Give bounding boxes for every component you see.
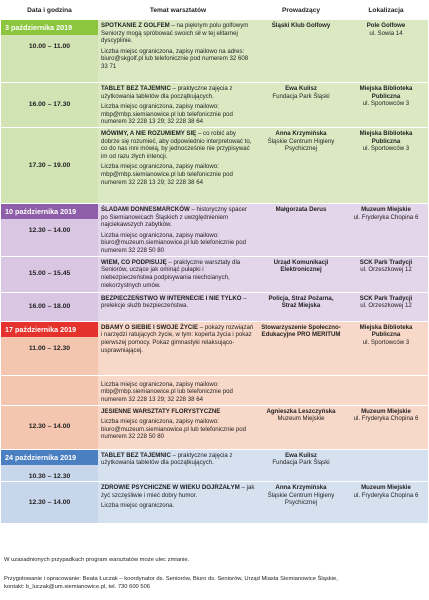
schedule-row [1,405,428,449]
host-organization: Fundacja Park Śląski [272,459,330,467]
workshop-title: ŚLADAMI DONNESMARCKÓW [101,206,190,214]
location-address: ul. Fryderyka Chopina 6 [353,213,419,221]
location-cell [344,321,428,375]
location-cell [344,292,428,321]
registration-info: Liczba miejsc ograniczona. [101,502,175,510]
session-time: 12.30 – 14.00 [28,227,71,235]
host-name: Stowarzyszenie Społeczno-Edukacyjne PRO MERITUM [261,323,341,339]
location-name: SCK Park Tradycji [359,294,413,302]
host-name: Policja, Straż Pożarna, Straż Miejska [268,294,334,310]
session-time: 16.00 – 18.00 [28,302,71,310]
schedule-table [1,1,428,524]
host-cell [258,256,344,292]
session-time: 12.30 – 14.00 [28,498,71,506]
session-time: 17.30 – 19.00 [28,161,71,169]
location-cell [344,482,428,524]
host-name: Agnieszka Leszczyńska [266,407,336,415]
host-cell [258,83,344,128]
location-name: Muzeum Miejskie [361,206,411,214]
host-organization: Śląskie Centrum Higieny Psychicznej [267,137,335,153]
workshop-description: – co robić aby dobrze się rozumieć, aby odpowiednio interpretować to, co do nas inni mówią, by jednocześnie nie przypisywać im od razu złych intencji. [101,130,252,160]
schedule-row [1,375,428,405]
host-name: Ewa Kulisz [285,451,317,459]
time-cell [1,405,98,449]
footer-contact: kontakt: b_luczak@um.siemianowice.pl, tel. 730 600 506 [4,584,151,590]
schedule-body [1,20,428,524]
session-time: 16.00 – 17.30 [28,101,71,109]
schedule-row [1,20,428,83]
header-topic: Temat warsztatów [98,1,258,20]
registration-info: Liczba miejsc ograniczona, zapisy mailowo: biuro@muzeum.siemianowice.pl lub telefonicznie pod numerem 32 228 50 80 [101,231,247,255]
location-cell [344,128,428,204]
host-cell [258,449,344,481]
schedule-row [1,449,428,481]
workshop-title: WIEM, CO PODPISUJĘ [101,258,167,266]
location-cell [344,375,428,405]
workshop-description: – praktyczne zajęcia z użytkowania tabletów dla początkujących. [101,451,233,467]
location-name: Miejska Biblioteka Publiczna [359,130,413,145]
topic-cell [98,482,258,524]
workshop-description: – prelekcje służb bezpieczeństwa. [101,294,247,310]
location-cell [344,449,428,481]
location-name: Pole Golfowe [366,22,406,29]
topic-cell [98,449,258,481]
host-cell [258,375,344,405]
registration-info: Liczba miejsc ograniczona, zapisy mailowo: mbp@mbp.siemianowice.pl lub telefonicznie pod numerem 32 228 13 29; 32 228 38 64 [101,163,233,186]
workshop-title: SPOTKANIE Z GOLFEM [101,22,170,29]
topic-cell [98,321,258,375]
location-cell [344,204,428,257]
time-cell [1,204,98,257]
host-cell [258,292,344,321]
host-organization: Muzeum Miejskie [277,415,325,423]
schedule-row [1,292,428,321]
workshop-description: – praktyczne zajęcia z użytkowania tabletów dla początkujących. [101,85,233,100]
topic-cell [98,375,258,405]
host-name: Anna Krzymińska [275,130,327,138]
session-time: 11.00 – 12.30 [28,344,71,352]
time-cell [1,83,98,128]
location-cell [344,256,428,292]
location-name: SCK Park Tradycji [359,258,413,266]
day-date-label: 3 października 2019 [1,20,98,35]
schedule-row [1,83,428,128]
location-address: ul. Sportowców 3 [362,145,410,153]
time-cell [1,292,98,321]
location-cell [344,20,428,83]
time-cell [1,20,98,83]
host-cell [258,20,344,83]
location-address: ul. Sportowców 3 [362,100,410,108]
schedule-row [1,204,428,257]
location-name: Miejska Biblioteka Publiczna [359,323,413,339]
workshop-description: – na pięknym polu golfowym Seniorzy mogą spróbować swoich sił w tej elitarnej dyscyplinie. [101,22,249,45]
footer-note: W uzasadnionych przypadkach program warsztatów może ulec zmianie. [4,557,190,563]
workshop-title: TABLET BEZ TAJEMNIC [101,85,171,92]
topic-cell [98,128,258,204]
day-date-label: 24 października 2019 [1,450,98,465]
topic-cell [98,20,258,83]
location-name: Muzeum Miejskie [361,484,411,492]
location-address: ul. Orzeszkowej 12 [360,302,412,310]
registration-info: Liczba miejsc ograniczona, zapisy mailowo: biuro@muzeum.siemianowice.pl lub telefonicznie pod numerem 32 228 50 80 [101,418,247,441]
session-time: 12.30 – 14.00 [28,423,71,431]
location-address: ul. Sportowców 3 [362,338,410,346]
topic-cell [98,292,258,321]
time-cell [1,128,98,204]
day-date-label: 10 października 2019 [1,204,98,219]
location-name: Miejska Biblioteka Publiczna [359,85,413,100]
time-cell [1,256,98,292]
host-cell [258,204,344,257]
host-name: Małgorzata Derus [275,206,327,214]
schedule-row [1,256,428,292]
session-time: 10.00 – 11.00 [28,43,71,50]
schedule-row [1,482,428,524]
location-cell [344,83,428,128]
host-name: Anna Krzymińska [275,484,327,492]
workshop-description: – pokazy rozwiązań i narzędzi ratujących życie, w tym: koperta życia i pokaz pierwszej pomocy. Pokaz gimnastyki relaksująco-usprawniającej. [101,323,254,354]
location-cell [344,405,428,449]
registration-info: Liczba miejsc ograniczona, zapisy mailowo: mbp@mbp.siemianowice.pl lub telefonicznie pod numerem 32 228 13 29; 32 228 38 64 [101,103,233,126]
topic-cell [98,83,258,128]
host-cell [258,405,344,449]
host-name: Urząd Komunikacji Elektronicznej [273,258,329,274]
footer-credits: Przygotowanie i opracowanie: Beata Łuczak – koordynator ds. Seniorów, Biuro ds. Seniorów, Urząd Miasta Siemianowice Śląskie, [4,576,338,582]
schedule-row [1,128,428,204]
header-location: Lokalizacja [344,1,428,20]
day-date-label: 17 października 2019 [1,322,98,337]
location-address: ul. Fryderyka Chopina 6 [353,491,419,499]
location-address: ul. Fryderyka Chopina 6 [353,415,419,423]
workshop-title: DBAMY O SIEBIE I SWOJE ŻYCIE [101,323,199,331]
workshop-title: BEZPIECZEŃSTWO W INTERNECIE I NIE TYLKO [101,294,242,302]
time-cell [1,482,98,524]
topic-cell [98,405,258,449]
location-address: ul. Orzeszkowej 12 [360,266,412,274]
registration-info: Liczba miejsc ograniczona, zapisy mailowo na adres: biuro@skgolf.pl lub telefonicznie pod numerem 32 608 33 71 [101,47,249,71]
host-cell [258,482,344,524]
session-time: 15.00 – 15.45 [28,270,71,278]
schedule-row [1,321,428,375]
header-row [1,1,428,20]
registration-info: Liczba miejsc ograniczona, zapisy mailowo: mbp@mbp.siemianowice.pl lub telefonicznie pod numerem 32 228 13 29; 32 228 38 64 [101,380,233,403]
host-name: Śląski Klub Golfowy [271,22,331,29]
host-cell [258,321,344,375]
host-name: Ewa Kulisz [285,85,317,92]
location-address: ul. Sowia 14 [369,29,403,37]
time-cell [1,449,98,481]
session-time: 10.30 – 12.30 [28,472,71,480]
workshop-title: MÓWIMY, A NIE ROZUMIEMY SIĘ [101,130,197,138]
host-organization: Śląskie Centrum Higieny Psychicznej [267,491,335,507]
time-cell [1,321,98,375]
location-name: Muzeum Miejskie [361,407,411,415]
workshop-title: JESIENNE WARSZTATY FLORYSTYCZNE [101,407,221,415]
workshop-description: – historyczny spacer po Siemianowicach Śląskich z uwzględnieniem najciekawszych zabytków. [101,206,247,229]
topic-cell [98,256,258,292]
topic-cell [98,204,258,257]
workshop-description: – praktyczne warsztaty dla Seniorów, uczące jak ominąć pułapki i niebezpieczeństwa podpisywania niechcianych, niekorzystnych umów. [101,258,241,289]
host-cell [258,128,344,204]
workshop-title: TABLET BEZ TAJEMNIC [101,451,171,459]
host-organization: Fundacja Park Śląski [272,92,330,100]
workshop-description: – jak żyć szczęśliwie i mieć dobry humor. [101,484,255,499]
time-cell [1,375,98,405]
workshop-title: ZDROWIE PSYCHICZNE W WIEKU DOJRZAŁYM [101,484,240,492]
header-date-time: Data i godzina [1,1,98,20]
header-host: Prowadzący [258,1,344,20]
